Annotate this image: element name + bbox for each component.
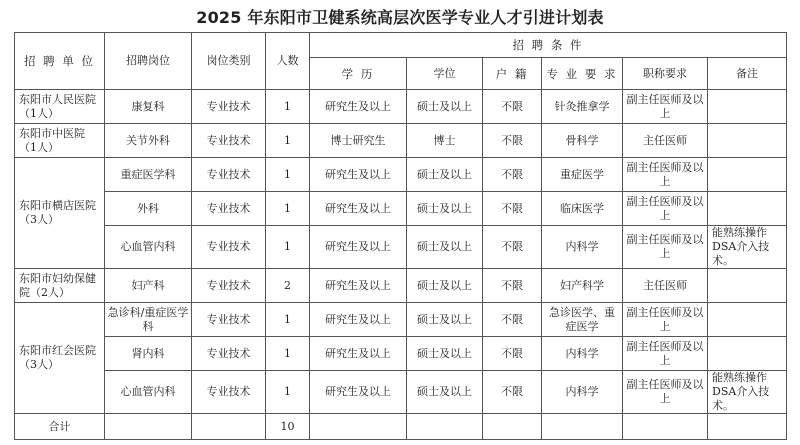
category-cell: 专业技术 (192, 124, 266, 158)
position-cell: 外科 (105, 192, 192, 226)
category-cell: 专业技术 (192, 269, 266, 303)
count-cell: 2 (266, 269, 310, 303)
hukou-cell: 不限 (483, 226, 542, 269)
hukou-cell: 不限 (483, 124, 542, 158)
education-cell: 研究生及以上 (310, 269, 407, 303)
unit-cell: 东阳市红会医院（3人） (15, 303, 105, 414)
position-cell: 心血管内科 (105, 371, 192, 414)
title-req-cell: 副主任医师及以上 (623, 158, 708, 192)
title-req-cell: 副主任医师及以上 (623, 226, 708, 269)
remark-cell (708, 158, 787, 192)
hukou-cell: 不限 (483, 337, 542, 371)
category-cell: 专业技术 (192, 337, 266, 371)
major-cell: 针灸推拿学 (542, 90, 623, 124)
hukou-cell: 不限 (483, 192, 542, 226)
major-cell: 内科学 (542, 337, 623, 371)
hukou-cell: 不限 (483, 158, 542, 192)
count-cell: 1 (266, 158, 310, 192)
header-unit: 招 聘 单 位 (15, 33, 105, 90)
table-row (15, 226, 787, 269)
remark-cell (708, 124, 787, 158)
education-cell: 研究生及以上 (310, 337, 407, 371)
remark-cell (708, 337, 787, 371)
total-count: 10 (266, 414, 310, 440)
degree-cell: 硕士及以上 (407, 303, 483, 337)
unit-cell: 东阳市人民医院（1人） (15, 90, 105, 124)
count-cell: 1 (266, 226, 310, 269)
major-cell: 急诊医学、重症医学 (542, 303, 623, 337)
remark-cell: 能熟练操作DSA介入技术。 (708, 371, 787, 414)
title-req-cell: 主任医师 (623, 269, 708, 303)
header-major: 专 业 要 求 (542, 58, 623, 90)
hukou-cell: 不限 (483, 90, 542, 124)
major-cell: 内科学 (542, 371, 623, 414)
count-cell: 1 (266, 303, 310, 337)
title-req-cell: 副主任医师及以上 (623, 303, 708, 337)
hukou-cell: 不限 (483, 371, 542, 414)
header-title-req: 职称要求 (623, 58, 708, 90)
category-cell: 专业技术 (192, 192, 266, 226)
education-cell: 研究生及以上 (310, 192, 407, 226)
title-req-cell: 副主任医师及以上 (623, 337, 708, 371)
header-hukou: 户 籍 (483, 58, 542, 90)
education-cell: 研究生及以上 (310, 371, 407, 414)
education-cell: 研究生及以上 (310, 226, 407, 269)
category-cell: 专业技术 (192, 158, 266, 192)
table-row (15, 371, 787, 414)
remark-cell: 能熟练操作DSA介入技术。 (708, 226, 787, 269)
degree-cell: 博士 (407, 124, 483, 158)
header-degree: 学位 (407, 58, 483, 90)
count-cell: 1 (266, 192, 310, 226)
remark-cell (708, 90, 787, 124)
count-cell: 1 (266, 124, 310, 158)
position-cell: 肾内科 (105, 337, 192, 371)
table-row (15, 337, 787, 371)
header-remark: 备注 (708, 58, 787, 90)
major-cell: 骨科学 (542, 124, 623, 158)
recruitment-table (14, 32, 787, 440)
hukou-cell: 不限 (483, 269, 542, 303)
category-cell: 专业技术 (192, 303, 266, 337)
title-req-cell: 副主任医师及以上 (623, 192, 708, 226)
header-count: 人数 (266, 33, 310, 90)
degree-cell: 硕士及以上 (407, 158, 483, 192)
degree-cell: 硕士及以上 (407, 337, 483, 371)
category-cell: 专业技术 (192, 90, 266, 124)
major-cell: 临床医学 (542, 192, 623, 226)
position-cell: 重症医学科 (105, 158, 192, 192)
title-req-cell: 副主任医师及以上 (623, 371, 708, 414)
total-row (15, 414, 787, 440)
title-req-cell: 主任医师 (623, 124, 708, 158)
table-row (15, 303, 787, 337)
category-cell: 专业技术 (192, 371, 266, 414)
category-cell: 专业技术 (192, 226, 266, 269)
degree-cell: 硕士及以上 (407, 90, 483, 124)
degree-cell: 硕士及以上 (407, 192, 483, 226)
position-cell: 康复科 (105, 90, 192, 124)
position-cell: 心血管内科 (105, 226, 192, 269)
degree-cell: 硕士及以上 (407, 269, 483, 303)
degree-cell: 硕士及以上 (407, 226, 483, 269)
position-cell: 妇产科 (105, 269, 192, 303)
table-row (15, 90, 787, 124)
unit-cell: 东阳市横店医院（3人） (15, 158, 105, 269)
education-cell: 研究生及以上 (310, 158, 407, 192)
position-cell: 关节外科 (105, 124, 192, 158)
count-cell: 1 (266, 371, 310, 414)
remark-cell (708, 269, 787, 303)
major-cell: 重症医学 (542, 158, 623, 192)
unit-cell: 东阳市妇幼保健院（2人） (15, 269, 105, 303)
count-cell: 1 (266, 90, 310, 124)
page-title: 2025 年东阳市卫健系统高层次医学专业人才引进计划表 (196, 8, 604, 27)
table-row (15, 269, 787, 303)
education-cell: 研究生及以上 (310, 303, 407, 337)
remark-cell (708, 303, 787, 337)
table-row (15, 192, 787, 226)
header-position: 招聘岗位 (105, 33, 192, 90)
major-cell: 妇产科学 (542, 269, 623, 303)
education-cell: 研究生及以上 (310, 90, 407, 124)
unit-cell: 东阳市中医院（1人） (15, 124, 105, 158)
header-conditions: 招 聘 条 件 (310, 33, 787, 58)
count-cell: 1 (266, 337, 310, 371)
total-label: 合计 (15, 414, 105, 440)
title-req-cell: 副主任医师及以上 (623, 90, 708, 124)
table-row (15, 124, 787, 158)
header-education: 学 历 (310, 58, 407, 90)
table-row (15, 158, 787, 192)
hukou-cell: 不限 (483, 303, 542, 337)
degree-cell: 硕士及以上 (407, 371, 483, 414)
education-cell: 博士研究生 (310, 124, 407, 158)
remark-cell (708, 192, 787, 226)
major-cell: 内科学 (542, 226, 623, 269)
position-cell: 急诊科/重症医学科 (105, 303, 192, 337)
header-category: 岗位类别 (192, 33, 266, 90)
